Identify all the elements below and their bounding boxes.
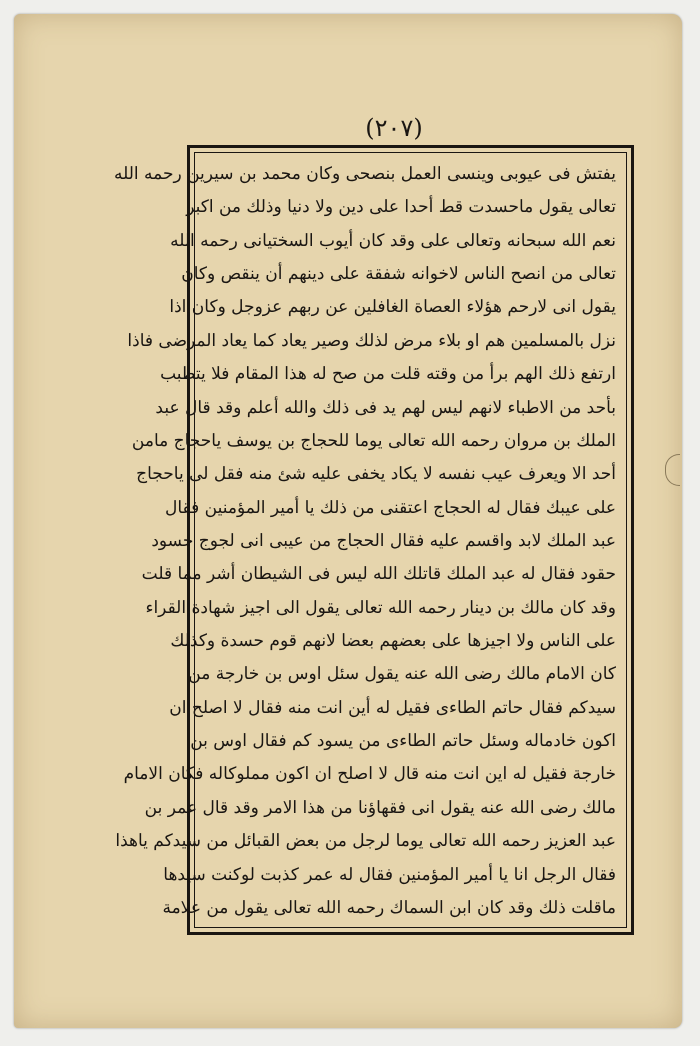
text-line: أحد الا ويعرف عيب نفسه لا يكاد يخفى عليه شئ منه فقل لى ياحجاج xyxy=(136,464,616,485)
text-line: الملك بن مروان رحمه الله تعالى يوما للحجاج بن يوسف ياحجاج مامن xyxy=(131,430,616,451)
book-page xyxy=(14,14,682,1028)
text-frame-inner-rule xyxy=(114,152,627,928)
text-line: فقال الرجل انا يا أمير المؤمنين فقال له عمر كذبت لوكنت سيدها xyxy=(163,864,616,885)
text-line: خارجة فقيل له اين انت منه قال لا اصلح ان اكون مملوكاله فكان الامام xyxy=(123,764,616,785)
text-line: يفتش فى عيوبى وينسى العمل بنصحى وكان محمد بن سيرين رحمه الله xyxy=(114,164,616,184)
text-block xyxy=(114,161,616,921)
text-line: سيدكم فقال حاتم الطاءى فقيل له أين انت منه فقال لا اصلح ان xyxy=(169,697,616,718)
page-edge-tab xyxy=(665,454,680,486)
text-line: على عيبك فقال له الحجاج اعتقنى من ذلك يا أمير المؤمنين فقال xyxy=(164,497,616,518)
text-frame xyxy=(114,145,634,935)
page-number: (٢٠٧) xyxy=(365,114,423,142)
text-line: يقول انى لارحم هؤلاء العصاة الغافلين عن ربهم عزوجل وكان اذا xyxy=(169,297,616,318)
text-line: عبد الملك لابد واقسم عليه فقال الحجاج من عيبى انى لجوج حسود xyxy=(151,530,616,551)
text-line: مالك رضى الله عنه يقول انى فقهاؤنا من هذا الامر وقد قال عمر بن xyxy=(144,797,616,818)
text-line: عبد العزيز رحمه الله تعالى يوما لرجل من بعض القبائل من سيدكم ياهذا xyxy=(115,831,616,852)
text-line: ارتفع ذلك الهم برأ من وقته قلت من صح له هذا المقام فلا يتطبب xyxy=(160,364,616,385)
text-line: بأحد من الاطباء لانهم ليس لهم يد فى ذلك والله أعلم وقد قال عبد xyxy=(155,397,616,418)
text-line: تعالى يقول ماحسدت قط أحدا على دين ولا دنيا وذلك من اكبر xyxy=(186,197,616,218)
text-line: تعالى من انصح الناس لاخوانه شفقة على دينهم أن ينقص وكان xyxy=(181,264,616,285)
text-line: وقد كان مالك بن دينار رحمه الله تعالى يقول الى اجيز شهادة القراء xyxy=(145,597,616,618)
text-line: حقود فقال له عبد الملك قاتلك الله ليس فى الشيطان أشر مما قلت xyxy=(141,564,616,585)
text-line: كان الامام مالك رضى الله عنه يقول سئل اوس بن خارجة من xyxy=(188,664,616,685)
text-line: على الناس ولا اجيزها على بعضهم بعضا لانهم قوم حسدة وكذلك xyxy=(170,631,616,652)
text-line: ماقلت ذلك وقد كان ابن السماك رحمه الله تعالى يقول من علامة xyxy=(162,897,616,918)
text-line: نعم الله سبحانه وتعالى على وقد كان أيوب السختيانى رحمه الله xyxy=(170,230,616,251)
text-line: اكون خادماله وسئل حاتم الطاءى من يسود كم فقال اوس بن xyxy=(190,731,616,752)
text-line: نزل بالمسلمين هم او بلاء مرض لذلك وصير يعاد كما يعاد المرضى فاذا xyxy=(127,330,616,351)
